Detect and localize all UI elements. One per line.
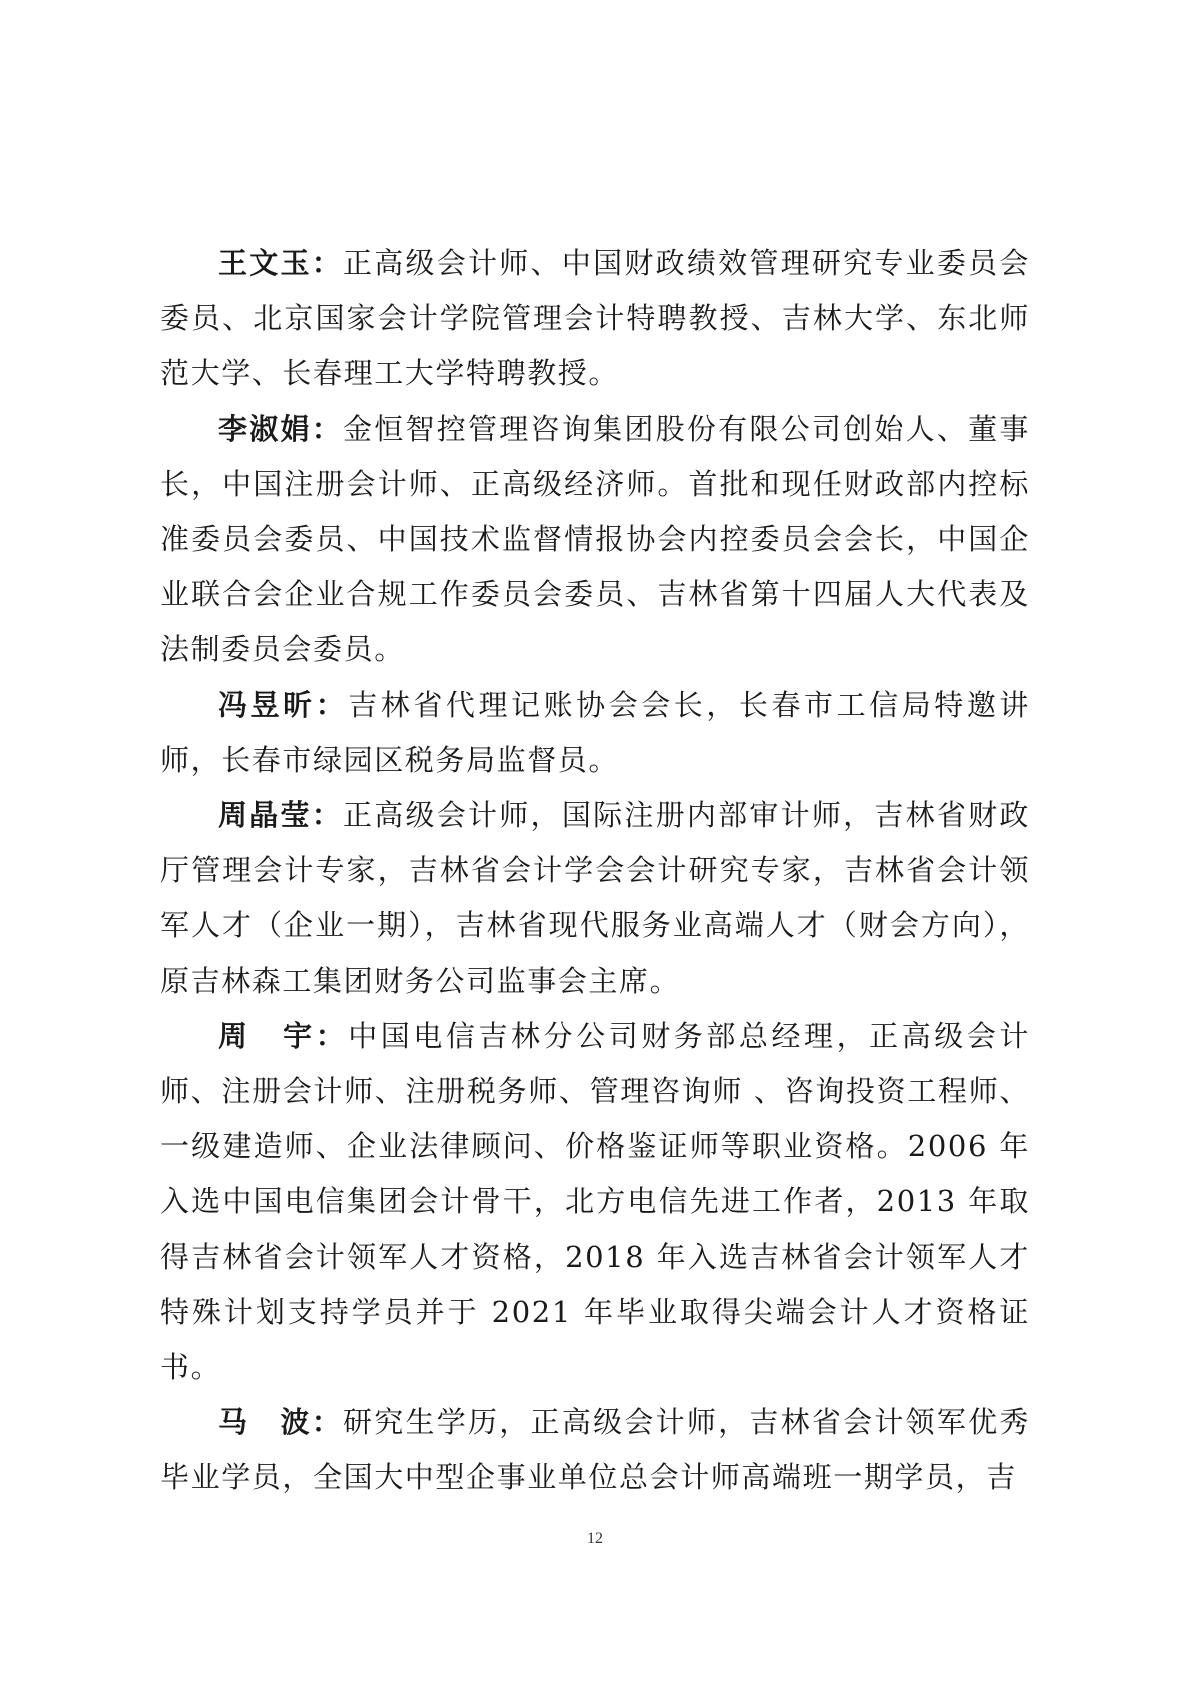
bio-paragraph <box>160 788 1030 1009</box>
name-separator: ： <box>315 1018 349 1053</box>
person-name: 冯昱昕 <box>218 687 316 722</box>
bio-paragraph <box>160 678 1030 788</box>
bio-paragraph <box>160 1009 1030 1395</box>
page-number: 12 <box>587 1530 603 1547</box>
bio-text: 中国电信吉林分公司财务部总经理，正高级会计师、注册会计师、注册税务师、管理咨询师 、咨询投资工程师、一级建造师、企业法律顾问、价格鉴证师等职业资格。2006 年入选中国电信集团会计骨干，北方电信先进工作者，2013 年取得吉林省会计领军人才资格，2018 年入选吉林省会计领军人才特殊计划支持学员并于 2021 年毕业取得尖端会计人才资格证书。 <box>160 1018 1030 1385</box>
bio-text: 吉林省代理记账协会会长，长春市工信局特邀讲师，长春市绿园区税务局监督员。 <box>160 687 1030 777</box>
bio-text: 正高级会计师、中国财政绩效管理研究专业委员会委员、北京国家会计学院管理会计特聘教授、吉林大学、东北师范大学、长春理工大学特聘教授。 <box>160 246 1030 391</box>
name-separator: ： <box>311 798 344 833</box>
bio-paragraph <box>160 402 1030 678</box>
bio-text: 研究生学历，正高级会计师，吉林省会计领军优秀毕业学员，全国大中型企事业单位总会计师高端班一期学员，吉 <box>160 1405 1030 1495</box>
name-separator: ： <box>311 411 344 446</box>
name-separator: ： <box>311 246 344 280</box>
bio-paragraph <box>160 1395 1030 1505</box>
person-name: 周 宇 <box>218 1018 316 1053</box>
bio-text: 正高级会计师，国际注册内部审计师，吉林省财政厅管理会计专家，吉林省会计学会会计研究专家，吉林省会计领军人才（企业一期），吉林省现代服务业高端人才（财会方向），原吉林森工集团财务公司监事会主席。 <box>160 798 1030 998</box>
name-separator: ： <box>311 1405 344 1440</box>
bio-text: 金恒智控管理咨询集团股份有限公司创始人、董事长，中国注册会计师、正高级经济师。首批和现任财政部内控标准委员会委员、中国技术监督情报协会内控委员会会长，中国企业联合会企业合规工作委员会委员、吉林省第十四届人大代表及法制委员会委员。 <box>160 411 1030 667</box>
person-name: 王文玉 <box>218 246 312 280</box>
person-name: 马 波 <box>218 1405 312 1440</box>
person-name: 周晶莹 <box>218 798 312 833</box>
name-separator: ： <box>315 687 349 722</box>
bio-paragraph <box>160 236 1030 402</box>
person-name: 李淑娟 <box>218 411 312 446</box>
page-content <box>160 236 1030 1506</box>
